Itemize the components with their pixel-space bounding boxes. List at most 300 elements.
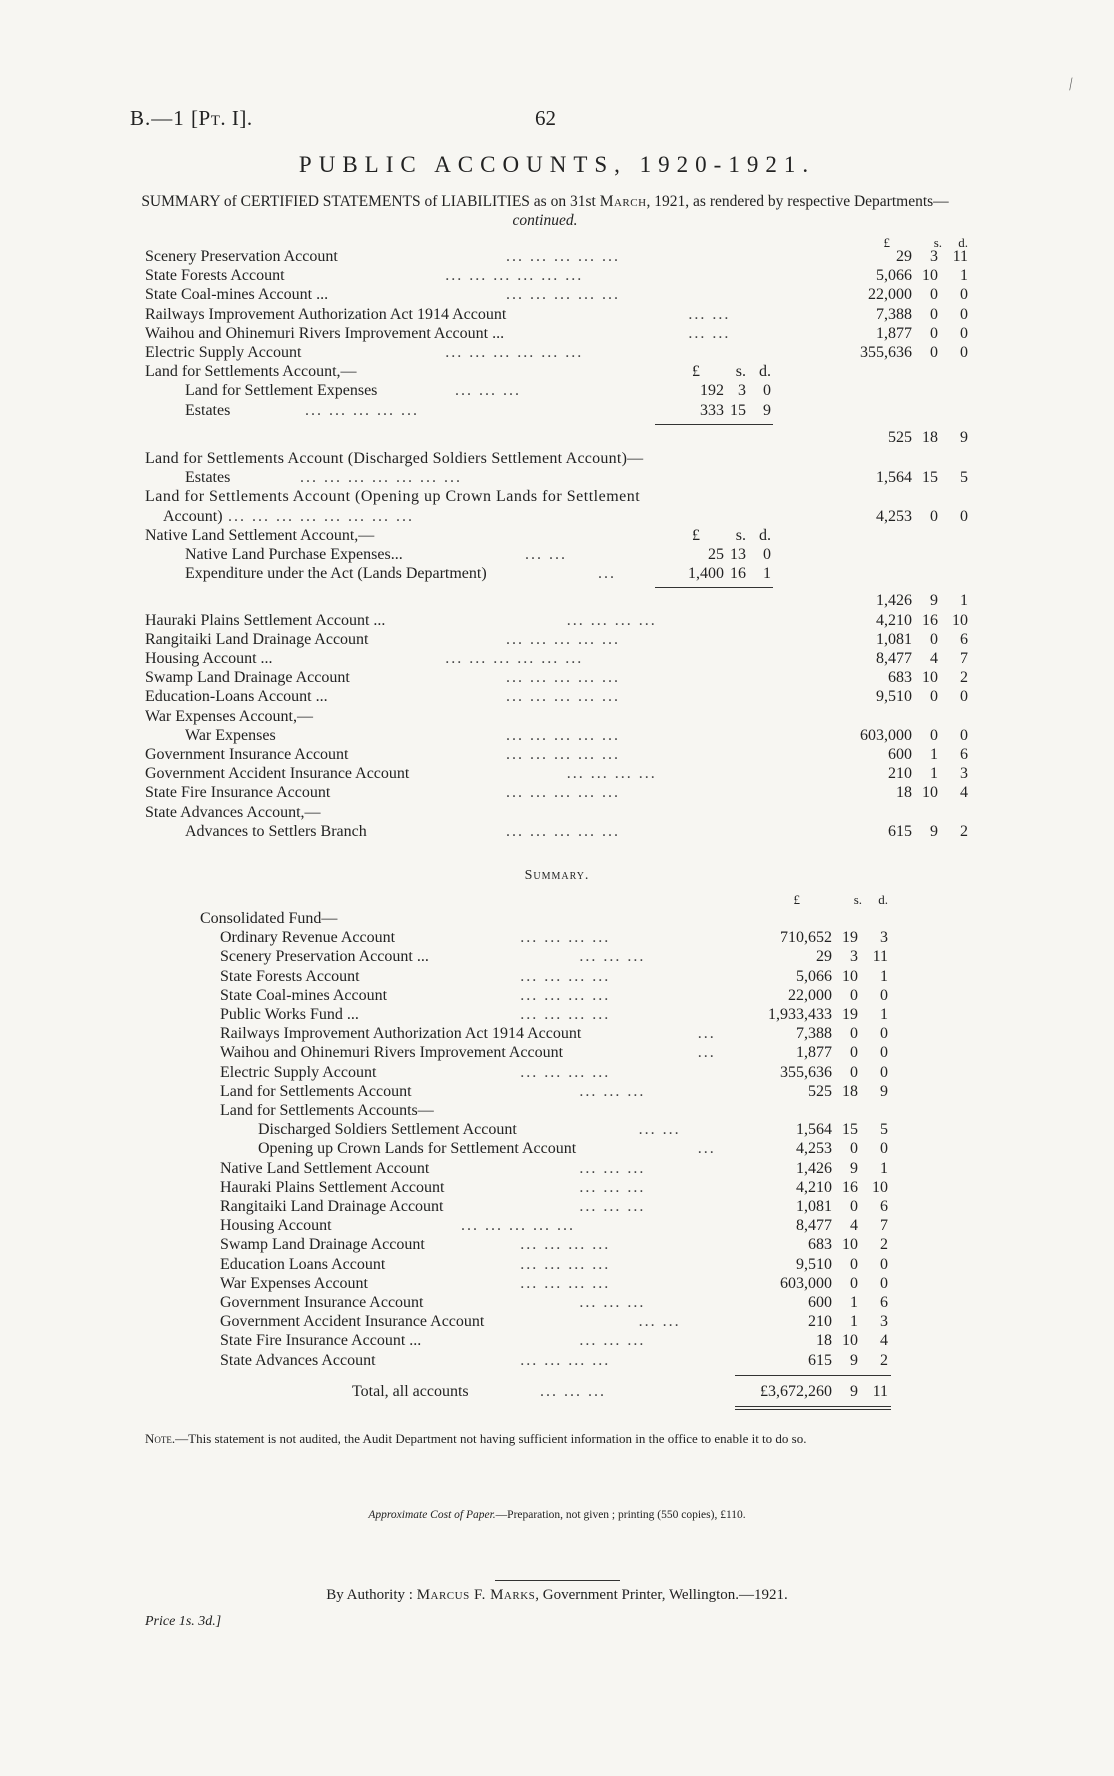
table-row	[0, 928, 1114, 947]
leader-dots: ... ... ... ...	[520, 1006, 611, 1023]
total-label: Total, all accounts	[352, 1382, 469, 1400]
amount-shillings: 0	[850, 1255, 858, 1273]
amount-pounds: 615	[808, 1351, 832, 1369]
printer-name: Marcus F. Marks	[416, 1587, 536, 1603]
leader-dots: ... ... ... ... ...	[506, 248, 620, 265]
table-row	[0, 764, 1114, 783]
sub-header-shillings: s.	[735, 363, 746, 381]
amount-shillings: 9	[850, 1159, 858, 1177]
sub-header-pounds: £	[692, 363, 700, 381]
sub-amount-pounds: 1,400	[688, 565, 724, 583]
row-label: Government Insurance Account	[220, 1294, 424, 1311]
amount-pence: 0	[960, 507, 968, 525]
amount-pounds: 7,388	[876, 305, 912, 323]
amount-pence: 6	[960, 630, 968, 648]
sub-amount-pence: 0	[763, 382, 771, 400]
amount-shillings: 0	[930, 305, 938, 323]
table-row	[0, 1139, 1114, 1158]
section-heading	[0, 707, 1114, 726]
leader-dots: ... ... ... ...	[566, 765, 657, 783]
subtitle-month: March	[599, 193, 647, 210]
amount-pence: 1	[880, 967, 888, 985]
row-label: Estates	[185, 401, 231, 419]
table-row	[0, 343, 1114, 362]
amount-pounds: 22,000	[788, 986, 832, 1004]
row-label: Electric Supply Account	[145, 344, 302, 361]
amount-pounds: 1,933,433	[768, 1006, 832, 1023]
amount-pounds: 1,564	[796, 1121, 832, 1139]
amount-pounds: 1,081	[876, 630, 912, 648]
table-row	[0, 1024, 1114, 1043]
amount-pence: 1	[960, 267, 968, 285]
page-number: 62	[535, 106, 556, 130]
amount-pounds: 1,081	[796, 1198, 832, 1215]
amount-shillings: 0	[930, 726, 938, 744]
amount-pounds: 4,210	[876, 611, 912, 629]
row-label: State Coal-mines Account	[220, 986, 388, 1004]
authority-prefix: By Authority :	[326, 1587, 413, 1603]
header-pounds: £	[883, 235, 890, 250]
table-row	[0, 285, 1114, 304]
leader-dots: ... ... ... ...	[520, 967, 611, 985]
row-label: Land for Settlements Account (Discharged Soldiers Settlement Account)—	[145, 450, 644, 467]
row-label: Government Accident Insurance Account	[145, 765, 410, 783]
section-label: State Advances Account,—	[145, 803, 321, 821]
table-row	[0, 1043, 1114, 1062]
amount-pence: 2	[880, 1351, 888, 1369]
amount-pence: 0	[880, 1044, 888, 1062]
row-label: War Expenses Account	[220, 1274, 368, 1292]
amount-pence: 0	[960, 726, 968, 744]
amount-shillings: 10	[922, 784, 938, 802]
sub-header-pounds: £	[692, 526, 700, 544]
summary-title: Summary.	[524, 868, 590, 883]
amount-pence: 1	[880, 1006, 888, 1023]
amount-shillings: 3	[850, 948, 858, 966]
leader-dots: ... ... ... ... ...	[506, 630, 620, 648]
row-label: State Fire Insurance Account	[145, 784, 331, 802]
sub-amount-shillings: 13	[730, 546, 746, 563]
amount-shillings: 1	[850, 1294, 858, 1311]
amount-shillings: 0	[850, 1274, 858, 1292]
total-pounds: £3,672,260	[760, 1382, 832, 1400]
row-label: Native Land Settlement Account	[220, 1159, 430, 1177]
amount-pence: 0	[960, 305, 968, 323]
table-row	[0, 1120, 1114, 1139]
table-row	[0, 1331, 1114, 1350]
amount-pence: 0	[880, 1255, 888, 1273]
header-pence: d.	[878, 892, 888, 907]
amount-pounds: 29	[896, 248, 912, 265]
amount-pounds: 1,877	[796, 1044, 832, 1062]
leader-dots: ...	[598, 565, 616, 583]
row-label: Housing Account	[220, 1217, 332, 1235]
subtotal-rule	[655, 587, 773, 588]
leader-dots: ... ... ... ... ...	[506, 726, 620, 744]
amount-shillings: 0	[930, 286, 938, 304]
page-subtitle	[130, 192, 960, 230]
table-row	[0, 1197, 1114, 1216]
table-row	[0, 1274, 1114, 1293]
section-label: Land for Settlements Account,—	[145, 363, 357, 381]
amount-pence: 10	[872, 1178, 888, 1196]
note	[145, 1430, 965, 1447]
amount-pence: 2	[960, 822, 968, 840]
section-heading	[0, 526, 1114, 545]
row-label: Hauraki Plains Settlement Account ...	[145, 611, 386, 629]
leader-dots: ... ... ... ... ... ...	[445, 344, 584, 361]
amount-pounds: 525	[808, 1082, 832, 1100]
amount-pence: 0	[960, 286, 968, 304]
amount-shillings: 1	[930, 746, 938, 763]
corner-mark: ⁄	[1066, 76, 1076, 93]
amount-pence: 1	[880, 1159, 888, 1177]
amount-shillings: 0	[930, 630, 938, 648]
table-row	[0, 1178, 1114, 1197]
amount-pounds: 22,000	[868, 286, 912, 304]
leader-dots: ... ... ... ... ...	[506, 688, 620, 706]
amount-pounds: 683	[888, 669, 912, 687]
leader-dots: ... ... ...	[579, 1082, 646, 1100]
total-rule-double-1	[735, 1406, 891, 1407]
amount-pounds: 603,000	[860, 726, 912, 744]
leader-dots: ... ...	[638, 1313, 681, 1331]
amount-pounds: 8,477	[796, 1217, 832, 1235]
leader-dots: ... ... ... ...	[520, 929, 611, 947]
amount-pounds: 210	[808, 1313, 832, 1331]
amount-pounds: 29	[816, 948, 832, 966]
amount-pence: 4	[880, 1332, 888, 1350]
row-label: State Forests Account	[145, 267, 285, 285]
amount-pounds: 600	[808, 1294, 832, 1311]
row-label: Advances to Settlers Branch	[185, 822, 367, 840]
row-label: Government Insurance Account	[145, 746, 349, 763]
row-label: Native Land Purchase Expenses...	[185, 546, 403, 563]
amount-pounds: 18	[816, 1332, 832, 1350]
row-label: State Forests Account	[220, 967, 360, 985]
table-row	[0, 1216, 1114, 1235]
amount-pence: 0	[960, 344, 968, 361]
leader-dots: ... ...	[525, 546, 567, 563]
amount-pence: 0	[960, 324, 968, 342]
table-row	[0, 783, 1114, 802]
row-label: War Expenses	[185, 726, 276, 744]
leader-dots: ... ... ...	[579, 1159, 646, 1177]
fund-label: Consolidated Fund—	[200, 910, 338, 927]
sub-amount-pounds: 25	[708, 546, 724, 563]
table-row	[0, 1351, 1114, 1370]
sub-amount-shillings: 3	[738, 382, 746, 400]
amount-pounds: 1,877	[876, 324, 912, 342]
amount-shillings: 16	[922, 611, 938, 629]
row-label: Waihou and Ohinemuri Rivers Improvement Account ...	[145, 324, 505, 342]
table-row	[0, 1255, 1114, 1274]
table-row	[0, 401, 1114, 420]
amount-pounds: 8,477	[876, 650, 912, 667]
table-row	[0, 668, 1114, 687]
amount-pence: 0	[880, 1140, 888, 1158]
amount-shillings: 9	[930, 822, 938, 840]
cost-label: Approximate Cost of Paper.	[368, 1509, 496, 1521]
amount-shillings: 19	[842, 929, 858, 947]
amount-pence: 3	[960, 765, 968, 783]
note-text: —This statement is not audited, the Audit Department not having sufficient information in the office to enable it to do so.	[175, 1431, 807, 1446]
amount-shillings: 9	[850, 1351, 858, 1369]
table-row	[0, 266, 1114, 285]
amount-pounds: 600	[888, 746, 912, 763]
header-pence: d.	[958, 235, 968, 250]
row-label: State Advances Account	[220, 1351, 376, 1369]
amount-shillings: 4	[850, 1217, 858, 1235]
row-label: Scenery Preservation Account ...	[220, 948, 429, 966]
row-label: Discharged Soldiers Settlement Account	[258, 1121, 517, 1139]
amount-shillings: 0	[930, 507, 938, 525]
table-row	[0, 381, 1114, 400]
leader-dots: ... ... ... ...	[520, 1274, 611, 1292]
leader-dots: ... ... ... ...	[520, 986, 611, 1004]
leader-dots: ... ... ... ... ...	[506, 746, 620, 763]
amount-pence: 5	[880, 1121, 888, 1139]
table-row	[0, 1063, 1114, 1082]
amount-pounds: 615	[888, 822, 912, 840]
amount-shillings: 1	[850, 1313, 858, 1331]
sub-amount-pence: 1	[763, 565, 771, 583]
row-label: Education-Loans Account ...	[145, 688, 328, 706]
amount-pence: 3	[880, 929, 888, 947]
row-label: Opening up Crown Lands for Settlement Account	[258, 1140, 577, 1158]
amount-pence: 10	[952, 611, 968, 629]
table-row	[0, 1082, 1114, 1101]
amount-pounds: 525	[888, 428, 912, 446]
amount-shillings: 0	[850, 1044, 858, 1062]
amount-shillings: 16	[842, 1178, 858, 1196]
amount-shillings: 18	[842, 1082, 858, 1100]
table-row	[0, 745, 1114, 764]
amount-pence: 7	[960, 650, 968, 667]
leader-dots: ... ... ...	[579, 1198, 646, 1215]
row-label: Housing Account ...	[145, 650, 273, 667]
amount-pounds: 683	[808, 1236, 832, 1254]
table-row	[0, 545, 1114, 564]
amount-pounds: 603,000	[780, 1274, 832, 1292]
leader-dots: ... ... ... ... ...	[506, 669, 620, 687]
row-label: Public Works Fund ...	[220, 1006, 359, 1023]
leader-dots: ... ... ... ... ...	[506, 286, 620, 304]
table-row	[0, 1005, 1114, 1024]
leader-dots: ... ... ...	[579, 1332, 646, 1350]
amount-shillings: 10	[922, 267, 938, 285]
price: Price 1s. 3d.]	[145, 1614, 222, 1629]
note-prefix: Note.	[145, 1431, 176, 1446]
row-label: Scenery Preservation Account	[145, 248, 338, 265]
amount-pence: 6	[880, 1198, 888, 1215]
cost-of-paper	[0, 1509, 1114, 1521]
amount-shillings: 10	[922, 669, 938, 687]
amount-shillings: 0	[930, 688, 938, 706]
table-row	[0, 611, 1114, 630]
amount-pounds: 355,636	[780, 1063, 832, 1081]
amount-pounds: 9,510	[876, 688, 912, 706]
row-label: Land for Settlements Account (Opening up Crown Lands for Settlement	[145, 488, 641, 506]
authority-rule	[495, 1580, 620, 1581]
table-row	[0, 1159, 1114, 1178]
amount-shillings: 4	[930, 650, 938, 667]
amount-pounds: 4,253	[876, 507, 912, 525]
amount-pounds: 710,652	[780, 929, 832, 947]
table-row	[0, 967, 1114, 986]
leader-dots: ... ... ... ... ...	[305, 401, 419, 419]
total-shillings: 9	[850, 1382, 858, 1400]
amount-pence: 6	[880, 1294, 888, 1311]
amount-shillings: 1	[930, 765, 938, 783]
fund-heading	[0, 909, 1114, 928]
amount-shillings: 19	[842, 1006, 858, 1023]
leader-dots: ... ... ...	[579, 948, 646, 966]
amount-shillings: 15	[842, 1121, 858, 1139]
total-pence: 11	[872, 1382, 888, 1400]
reference-prefix: B.—1	[130, 106, 185, 130]
amount-pounds: 9,510	[796, 1255, 832, 1273]
leader-dots: ... ... ... ...	[520, 1063, 611, 1081]
amount-pence: 11	[872, 948, 888, 966]
sub-amount-pence: 0	[763, 546, 771, 563]
amount-pence: 5	[960, 469, 968, 487]
table-row	[0, 726, 1114, 745]
amount-pounds: 5,066	[876, 267, 912, 285]
row-label: Swamp Land Drainage Account	[145, 669, 350, 687]
subtitle-part2: , 1921, as rendered by respective Departments—	[646, 193, 949, 210]
table-row	[0, 1312, 1114, 1331]
amount-shillings: 0	[930, 344, 938, 361]
table-row	[0, 649, 1114, 668]
amount-shillings: 0	[930, 324, 938, 342]
authority-suffix: , Government Printer, Wellington.—1921.	[535, 1587, 788, 1603]
table-row	[0, 507, 1114, 526]
table-row	[0, 986, 1114, 1005]
amount-shillings: 10	[842, 1332, 858, 1350]
amount-shillings: 9	[930, 592, 938, 610]
row-label: Ordinary Revenue Account	[220, 929, 396, 947]
row-label: State Fire Insurance Account ...	[220, 1332, 422, 1350]
document-reference	[130, 106, 253, 131]
amount-shillings: 15	[922, 469, 938, 487]
amount-pounds: 4,210	[796, 1178, 832, 1196]
table-row	[0, 1101, 1114, 1120]
amount-pence: 9	[880, 1082, 888, 1100]
row-label: Land for Settlements Accounts—	[220, 1102, 434, 1119]
leader-dots: ... ...	[688, 324, 731, 342]
table-row	[0, 687, 1114, 706]
amount-shillings: 0	[850, 1063, 858, 1081]
amount-pounds: 7,388	[796, 1025, 832, 1043]
row-label: Rangitaiki Land Drainage Account	[145, 630, 369, 648]
leader-dots: ... ... ... ... ... ...	[445, 650, 584, 667]
amount-pence: 11	[952, 248, 968, 265]
leader-dots: ... ... ...	[455, 382, 521, 400]
amount-pence: 0	[960, 688, 968, 706]
section-label: War Expenses Account,—	[145, 707, 313, 725]
amount-shillings: 18	[922, 428, 938, 446]
table-row	[0, 630, 1114, 649]
amount-shillings: 0	[850, 1198, 858, 1215]
amount-shillings: 3	[930, 248, 938, 265]
amount-shillings: 10	[842, 1236, 858, 1254]
table-row	[0, 305, 1114, 324]
table-row	[0, 1293, 1114, 1312]
sub-header-pence: d.	[759, 363, 771, 381]
table-row	[0, 324, 1114, 343]
sub-header-shillings: s.	[735, 526, 746, 544]
page-title: PUBLIC ACCOUNTS, 1920-1921.	[298, 152, 816, 177]
amount-pence: 4	[960, 784, 968, 802]
leader-dots: ... ...	[688, 305, 731, 323]
sub-header-pence: d.	[759, 526, 771, 544]
summary-column-header	[0, 890, 1114, 909]
row-label: Railways Improvement Authorization Act 1914 Account	[220, 1025, 582, 1043]
table-row	[0, 564, 1114, 583]
amount-pence: 0	[880, 1025, 888, 1043]
leader-dots: ... ... ... ... ...	[506, 822, 620, 840]
leader-dots: ... ... ... ... ...	[506, 784, 620, 802]
subtotal-row	[0, 591, 1114, 610]
row-label: Expenditure under the Act (Lands Department)	[185, 565, 487, 583]
row-label: Hauraki Plains Settlement Account	[220, 1178, 445, 1196]
leader-dots: ...	[697, 1025, 716, 1043]
leader-dots: ... ...	[638, 1121, 681, 1139]
amount-shillings: 0	[850, 986, 858, 1004]
amount-shillings: 0	[850, 1025, 858, 1043]
subtotal-row	[0, 428, 1114, 447]
sub-amount-pounds: 333	[700, 401, 724, 419]
table-row	[0, 449, 1114, 468]
subtotal-rule	[655, 424, 773, 425]
row-label: Land for Settlements Account	[220, 1082, 412, 1100]
row-label: Education Loans Account	[220, 1255, 386, 1273]
table-row	[0, 947, 1114, 966]
leader-dots: ... ... ...	[579, 1294, 646, 1311]
table-row	[0, 468, 1114, 487]
total-rule-double-2	[735, 1409, 891, 1410]
total-row	[0, 1382, 1114, 1401]
authority-line	[0, 1587, 1114, 1604]
amount-pence: 7	[880, 1217, 888, 1235]
leader-dots: ... ... ... ...	[520, 1236, 611, 1254]
row-label: Waihou and Ohinemuri Rivers Improvement Account	[220, 1044, 564, 1062]
amount-pence: 1	[960, 592, 968, 610]
row-label: Electric Supply Account	[220, 1063, 377, 1081]
leader-dots: ... ... ...	[540, 1382, 606, 1400]
leader-dots: ... ... ... ... ...	[461, 1217, 575, 1235]
amount-pence: 9	[960, 428, 968, 446]
header-pounds: £	[793, 892, 800, 907]
amount-pounds: 18	[896, 784, 912, 802]
leader-dots: ...	[697, 1044, 716, 1062]
amount-shillings: 10	[842, 967, 858, 985]
section-heading	[0, 362, 1114, 381]
row-label: State Coal-mines Account ...	[145, 286, 329, 304]
amount-pounds: 1,426	[796, 1159, 832, 1177]
reference-part: [Pt. I].	[191, 106, 253, 130]
sub-amount-pence: 9	[763, 401, 771, 419]
row-label: Rangitaiki Land Drainage Account	[220, 1198, 444, 1215]
row-label: Land for Settlement Expenses	[185, 382, 378, 400]
row-label: Account)	[163, 507, 223, 525]
leader-dots: ... ... ... ... ... ... ... ...	[228, 507, 414, 525]
leader-dots: ... ... ... ... ... ... ...	[300, 469, 462, 487]
amount-pounds: 210	[888, 765, 912, 783]
header-shillings: s.	[853, 892, 862, 907]
amount-pence: 2	[880, 1236, 888, 1254]
